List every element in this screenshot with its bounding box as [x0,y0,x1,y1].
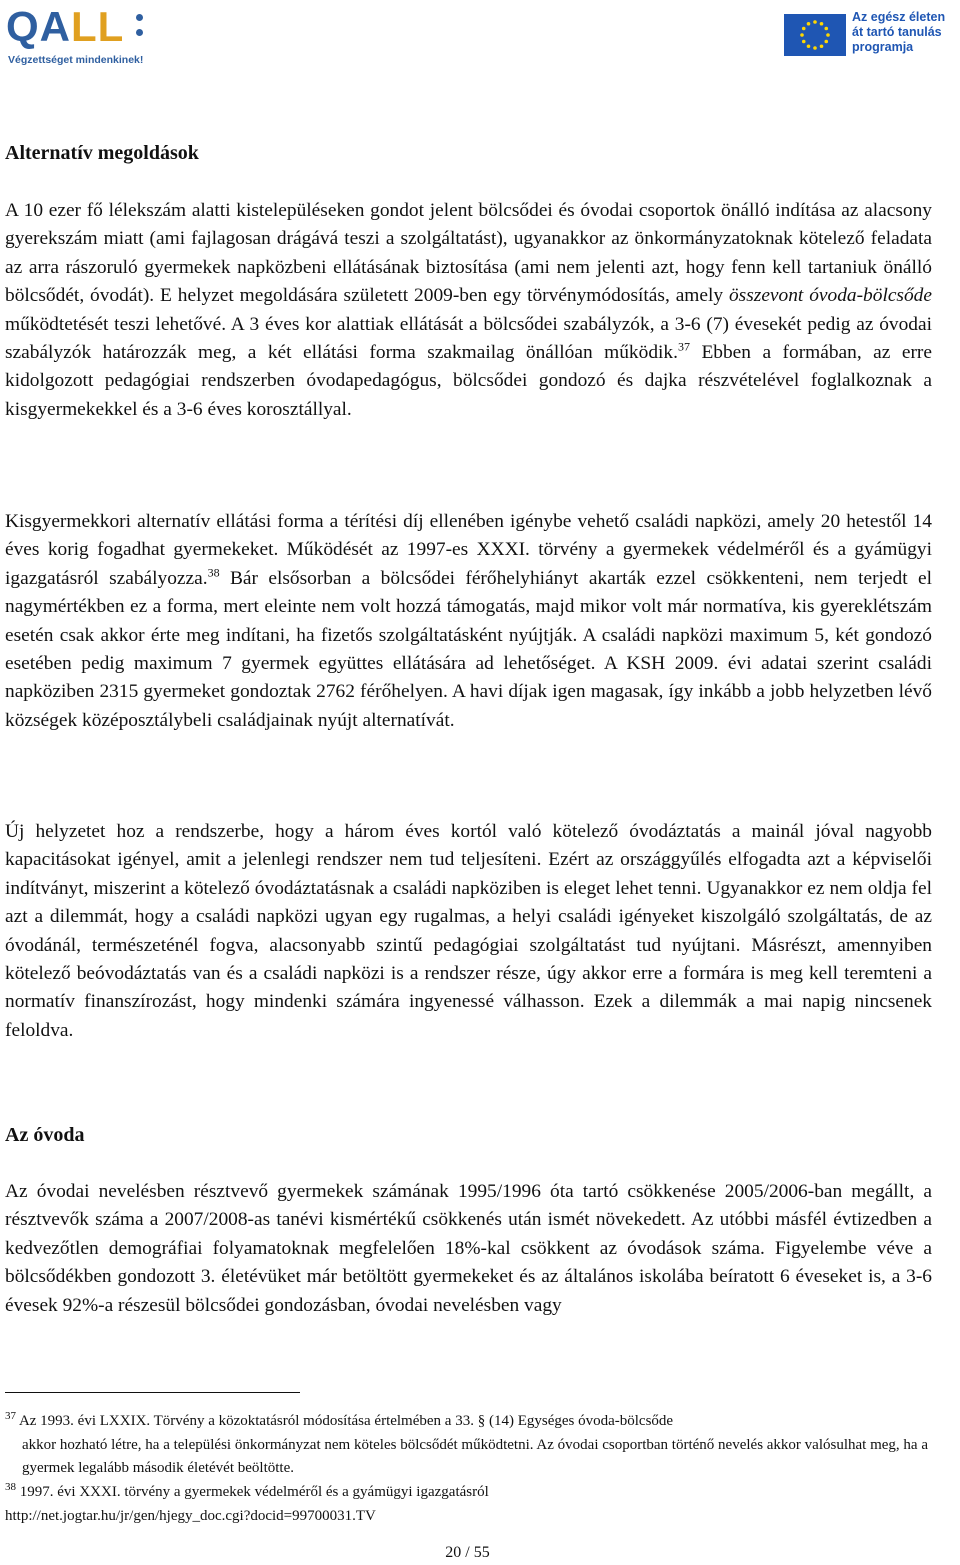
eu-flag-icon [784,14,846,56]
page-header [0,0,960,80]
eu-logo-line-2: át tartó tanulás [852,25,942,39]
eu-lifelong-learning-logo [784,10,954,58]
footnote-separator [5,1392,300,1393]
eu-logo-line-1: Az egész életen [852,10,946,24]
footnote-37: $^{37}$ Az 1993. évi LXXIX. Törvény a közoktatásról módosítása értelmében a 33. § (14) Egységes óvoda-bölcsőde akkor hozható létre, ha a települési önkormányzat nem köteles bölcsődét működtetni. Az óvodai csoportban történő nevelés akkor valósulhat meg, ha a gyermek legalább második életévét beöltötte. [5,1410,928,1476]
section-heading-alternativ: Alternatív megoldások [5,142,199,164]
eu-star-icon [826,33,830,37]
paragraph-4: Az óvodai nevelésben résztvevő gyermekek számának 1995/1996 óta tartó csökkenése 2005/2006-ban megállt, a résztvevők száma a 2007/2008-as tanévi kismértékű csökkenés után ismét növekedett. Az utóbbi másfél évtizedben a kedvezőtlen demográfiai folyamatoknak megfelelően 18%-kal csökkent az óvodások száma. Figyelembe véve a bölcsődékben gondozott 3. életévüket már betöltött gyermekeket és az általános iskolába beíratott 6 éveseket is, a 3-6 évesek 92%-a részesül bölcsődei gondozásban, óvodai nevelésben vagy [5,1181,932,1316]
qall-logo-slogan: Végzettséget mindenkinek! [8,54,144,66]
eu-logo-line-3: programja [852,40,914,54]
qall-logo [6,4,146,68]
footnote-number: 37 [5,1410,16,1422]
eu-star-icon [802,27,806,31]
paragraph-1: A 10 ezer fő lélekszám alatti kistelepüléseken gondot jelent bölcsődei és óvodai csoportok önálló indítása az alacsony gyerekszám miatt (ami fajlagosan drágává teszi a szolgáltatást), ugyanakkor az önkormányzatoknak kötelező feladata az arra rászoruló gyermekek napközbeni ellátásának biztosítása (ami nem jelenti azt, hogy fenn kell tartaniuk önálló bölcsődét, óvodát). E helyzet megoldására született 2009-ben egy törvénymódosítás, amely összevont óvoda-bölcsőde működtetését teszi lehetővé. A 3 éves kor alattiak ellátását a bölcsődei szabályzók, a 3-6 (7) évesekét pedig az óvodai szabályzók határozzák meg, a két ellátási forma szakmailag önállóan működik.$^{37}$ Ebben a formában, az erre kidolgozott pedagógiai rendszerben óvodapedagógus, bölcsődei gondozó és dajka részvételével foglalkoznak a kisgyermekekkel és a 3-6 éves korosztállyal. [5,200,932,420]
qall-logo-text: QALL [6,3,125,50]
eu-star-icon [807,44,811,48]
eu-star-icon [824,27,828,31]
eu-star-icon [820,22,824,26]
footnote-link[interactable]: http://net.jogtar.hu/jr/gen/hjegy_doc.cgi?docid=99700031.TV [5,1507,376,1524]
footnote-number: 38 [5,1481,16,1493]
eu-star-icon [813,20,817,24]
emphasis-osszevont: összevont óvoda-bölcsőde [728,285,932,307]
footnote-38: $^{38}$ 1997. évi XXXI. törvény a gyermekek védelméről és a gyámügyi igazgatásról http://net.jogtar.hu/jr/gen/hjegy_doc.cgi?docid=99700031.TV [5,1476,932,1528]
eu-star-icon [824,40,828,44]
page-number: 20 / 55 [445,1544,490,1561]
qall-logo-dots-icon [136,14,144,44]
footnote-ref-37[interactable]: 37 [677,339,690,354]
eu-star-icon [800,33,804,37]
paragraph-3: Új helyzetet hoz a rendszerbe, hogy a három éves kortól való kötelező óvodáztatás a mainál jóval nagyobb kapacitásokat igényel, amit a jelenlegi rendszer nem tud teljesíteni. Ezért az országgyűlés elfogadta azt a képviselői indítványt, miszerint a kötelező óvodáztatásnak a családi napköziben is eleget lehet tenni. Ugyanakkor ez nem oldja fel azt a dilemmát, hogy a családi napközi ugyan egy rugalmas, a helyi családi igényeket kiszolgáló szolgáltatás, de az óvodánál, természeténél fogva, alacsonyabb szintű pedagógiai szolgáltatást tud nyújtani. Másrészt, amennyiben kötelező beóvodáztatás van és a családi napközi is a rendszer része, úgy akkor erre a formára is meg kell teremteni a normatív finanszírozást, hogy mindenki számára ingyenessé válhasson. Ezek a dilemmák a mai napig nincsenek feloldva. [5,821,932,1041]
eu-star-icon [820,44,824,48]
eu-star-icon [802,40,806,44]
paragraph-2: Kisgyermekkori alternatív ellátási forma a térítési díj ellenében igénybe vehető családi napközi, amely 20 hetestől 14 éves korig fogadhat gyermekeket. Működését az 1997-es XXXI. törvény a gyermekek védelméről és a gyámügyi igazgatásról szabályozza.$^{38}$ Bár elsősorban a bölcsődei férőhelyhiányt akarták ezzel csökkenteni, nem terjedt el nagymértékben ez a forma, mert eleinte nem volt hozzá támogatás, majd mikor volt már normatíva, kis gyereklétszám esetén csak akkor érte meg indítani, ha fizetős szolgáltatásként nyújtják. A családi napközi maximum 5, két gondozó esetében pedig maximum 7 gyermek együttes ellátására ad lehetőséget. A KSH 2009. évi adatai szerint családi napköziben 2315 gyermeket gondoztak 2762 férőhelyen. A havi díjak igen magasak, így inkább a jobb helyzetben lévő községek középosztálybeli családjainak nyújt alternatívát. [5,511,932,731]
footnote-ref-38[interactable]: 38 [207,565,220,580]
section-heading-ovoda: Az óvoda [5,1124,85,1146]
eu-star-icon [807,22,811,26]
eu-star-icon [813,46,817,50]
